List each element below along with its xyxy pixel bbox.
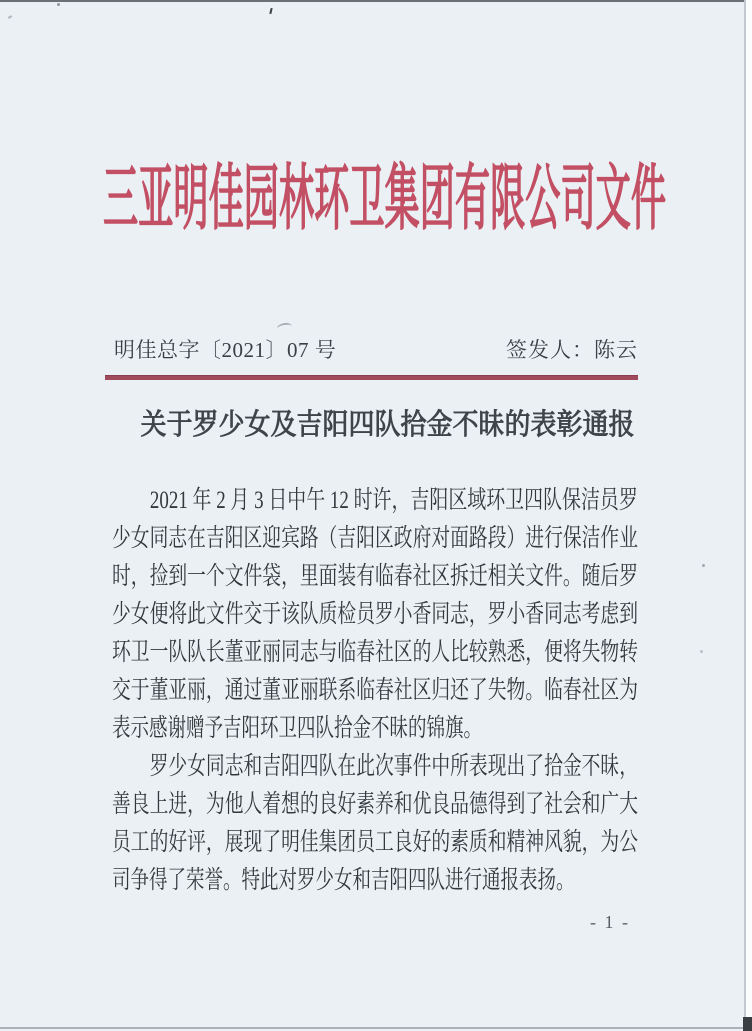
- body-line-text: 罗少女同志和吉阳四队在此次事件中所表现出了拾金不昧，: [149, 753, 639, 780]
- body-line: [112, 559, 638, 597]
- scan-smudge-icon: [276, 322, 292, 333]
- issuer-label: 签发人：陈云: [506, 338, 638, 362]
- scan-speck-icon: [700, 650, 703, 653]
- body-line-text: 司争得了荣誉。特此对罗少女和吉阳四队进行通报表扬。: [112, 867, 575, 894]
- body-line-text: 交于董亚丽，通过董亚丽联系临春社区归还了失物。临春社区为: [112, 677, 639, 704]
- body-line-text: 环卫一队队长董亚丽同志与临春社区的人比较熟悉，便将失物转: [112, 639, 639, 666]
- scan-speck-icon: [269, 8, 272, 14]
- letterhead: [103, 160, 666, 240]
- body-line: [112, 711, 638, 749]
- bottom-scan-edge: [0, 1027, 752, 1029]
- body-line: [112, 863, 638, 901]
- body-line: [112, 749, 638, 787]
- scan-speck-icon: [57, 3, 60, 6]
- body-line: [112, 635, 638, 673]
- body-line: [112, 673, 638, 711]
- doc-number: 明佳总字〔2021〕07 号: [114, 338, 337, 362]
- body-line-text: 少女便将此文件交于该队质检员罗小香同志，罗小香同志考虑到: [112, 601, 639, 628]
- scan-speck-icon: [8, 15, 12, 19]
- scan-speck-icon: [702, 564, 705, 567]
- body-line: [112, 483, 638, 521]
- red-divider-line: [105, 375, 638, 380]
- body-line-text: 善良上进，为他人着想的良好素养和优良品德得到了社会和广大: [112, 791, 639, 818]
- body-line-text: 员工的好评，展现了明佳集团员工良好的素质和精神风貌，为公: [112, 829, 639, 856]
- body-line-text: 少女同志在吉阳区迎宾路（吉阳区政府对面路段）进行保洁作业: [112, 525, 639, 552]
- notice-title-wrap: [112, 408, 638, 442]
- doc-meta-row: [0, 334, 752, 364]
- scanner-background-strip: [746, 0, 752, 1031]
- body-line-text: 2021 年 2 月 3 日中午 12 时许，吉阳区域环卫四队保洁员罗: [149, 487, 638, 514]
- page-number: - 1 -: [590, 912, 630, 932]
- body-line-text: 表示感谢赠予吉阳环卫四队拾金不昧的锦旗。: [112, 715, 483, 742]
- top-scan-edge: [0, 0, 752, 2]
- body-line: [112, 521, 638, 559]
- notice-title: 关于罗少女及吉阳四队拾金不昧的表彰通报: [140, 409, 635, 441]
- body-line-text: 时，捡到一个文件袋，里面装有临春社区拆迁相关文件。随后罗: [112, 563, 639, 590]
- body-line: [112, 825, 638, 863]
- company-doc-title: 三亚明佳园林环卫集团有限公司文件: [103, 159, 667, 239]
- scan-corner-mark: [743, 1017, 752, 1031]
- body-line: [112, 787, 638, 825]
- body-line: [112, 597, 638, 635]
